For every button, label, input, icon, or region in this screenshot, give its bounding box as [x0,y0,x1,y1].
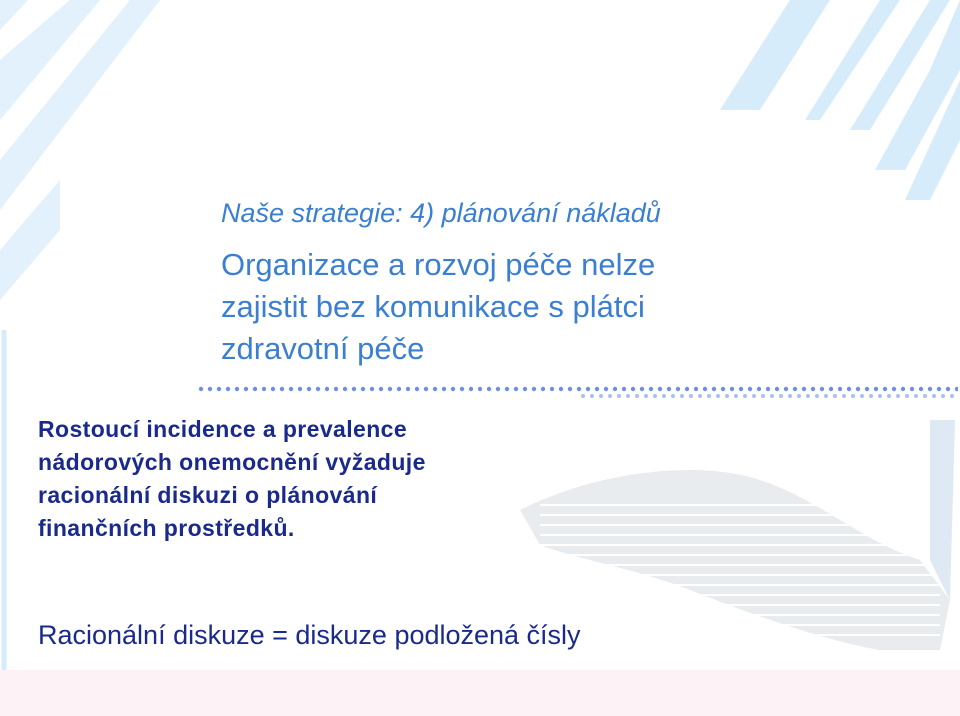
body-paragraph [38,413,558,545]
divider-dot [910,387,914,391]
divider-dot [626,394,630,398]
divider-dot [343,387,347,391]
divider-dot [662,394,666,398]
divider-dot [379,387,383,391]
divider-dot [905,394,909,398]
subtitle-line: zdravotní péče [221,331,425,366]
subtitle-line: zajistit bez komunikace s plátci [221,289,645,324]
divider-dot [671,394,675,398]
divider-dot [689,394,693,398]
hand-decoration [520,420,955,650]
divider-dot [712,387,716,391]
divider-dot [208,387,212,391]
divider-dot [649,387,653,391]
divider-dot [707,394,711,398]
divider-dot [590,394,594,398]
divider-dot [352,387,356,391]
divider-dot [532,387,536,391]
divider-dot [199,387,203,391]
divider-dot [734,394,738,398]
divider-dot [433,387,437,391]
divider-dot [716,394,720,398]
divider-dot [397,387,401,391]
divider-dot [334,387,338,391]
divider-dot [316,387,320,391]
divider-dot [253,387,257,391]
divider-dot [950,394,954,398]
divider-dot [865,387,869,391]
divider-dot [235,387,239,391]
divider-dot [820,387,824,391]
divider-dot [577,387,581,391]
divider-dot [586,387,590,391]
divider-dot [757,387,761,391]
divider-dot [298,387,302,391]
body-line: Rostoucí incidence a prevalence [38,416,408,442]
divider-dot [869,394,873,398]
divider-dot [361,387,365,391]
divider-dot [847,387,851,391]
divider-dot [914,394,918,398]
divider-dot [838,387,842,391]
divider-dot [694,387,698,391]
divider-dot [937,387,941,391]
divider-dot [874,387,878,391]
divider-dot [523,387,527,391]
divider-dot [595,387,599,391]
divider-dot [289,387,293,391]
dotted-divider [198,385,958,405]
divider-dot [676,387,680,391]
divider-dot [725,394,729,398]
divider-dot [559,387,563,391]
divider-dot [797,394,801,398]
corner-decoration-left [0,0,160,300]
divider-dot [496,387,500,391]
divider-dot [923,394,927,398]
divider-dot [244,387,248,391]
divider-dot [743,394,747,398]
subtitle-line: Organizace a rozvoj péče nelze [221,247,656,282]
corner-decoration-right [720,0,960,200]
divider-dot [325,387,329,391]
divider-dot [761,394,765,398]
divider-dot [415,387,419,391]
divider-dot [856,387,860,391]
divider-dot [811,387,815,391]
divider-dot [608,394,612,398]
divider-dot [631,387,635,391]
divider-dot [892,387,896,391]
divider-dot [941,394,945,398]
divider-dot [730,387,734,391]
divider-dot [635,394,639,398]
divider-dot [604,387,608,391]
divider-dot [541,387,545,391]
divider-dot [721,387,725,391]
divider-dot [280,387,284,391]
divider-dot [878,394,882,398]
divider-dot [779,394,783,398]
divider-dot [680,394,684,398]
divider-dot [788,394,792,398]
divider-dot [550,387,554,391]
divider-dot [752,394,756,398]
divider-dot [955,387,958,391]
divider-dot [851,394,855,398]
slide-subtitle [221,244,821,370]
divider-dot [599,394,603,398]
divider-dot [698,394,702,398]
divider-dot [388,387,392,391]
divider-dot [469,387,473,391]
conclusion-statement: Racionální diskuze = diskuze podložená čísly [38,620,581,650]
divider-dot [487,387,491,391]
divider-dot [451,387,455,391]
divider-dot [833,394,837,398]
divider-dot [928,387,932,391]
divider-dot [478,387,482,391]
divider-dot [460,387,464,391]
divider-dot [824,394,828,398]
divider-dot [739,387,743,391]
divider-dot [617,394,621,398]
divider-dot [217,387,221,391]
body-line: finančních prostředků. [38,515,295,541]
divider-dot [748,387,752,391]
divider-dot [568,387,572,391]
divider-dot [262,387,266,391]
body-line: racionální diskuzi o plánování [38,482,378,508]
bottom-band [0,670,960,716]
divider-dot [644,394,648,398]
divider-dot [622,387,626,391]
divider-dot [370,387,374,391]
divider-dot [784,387,788,391]
divider-dot [829,387,833,391]
divider-dot [271,387,275,391]
divider-dot [932,394,936,398]
divider-dot [860,394,864,398]
divider-dot [653,394,657,398]
divider-dot [802,387,806,391]
divider-dot [806,394,810,398]
divider-dot [919,387,923,391]
divider-dot [883,387,887,391]
divider-dot [424,387,428,391]
divider-dot [613,387,617,391]
divider-dot [514,387,518,391]
divider-dot [887,394,891,398]
divider-dot [766,387,770,391]
slide-title: Naše strategie: 4) plánování nákladů [221,198,661,228]
divider-dot [658,387,662,391]
divider-dot [406,387,410,391]
divider-dot [842,394,846,398]
divider-dot [685,387,689,391]
divider-dot [703,387,707,391]
divider-dot [896,394,900,398]
divider-dot [307,387,311,391]
divider-dot [793,387,797,391]
divider-dot [667,387,671,391]
divider-dot [581,394,585,398]
divider-dot [505,387,509,391]
divider-dot [901,387,905,391]
divider-dot [226,387,230,391]
divider-dot [775,387,779,391]
divider-dot [815,394,819,398]
divider-dot [442,387,446,391]
body-line: nádorových onemocnění vyžaduje [38,449,426,475]
divider-dot [946,387,950,391]
divider-dot [640,387,644,391]
divider-dot [770,394,774,398]
